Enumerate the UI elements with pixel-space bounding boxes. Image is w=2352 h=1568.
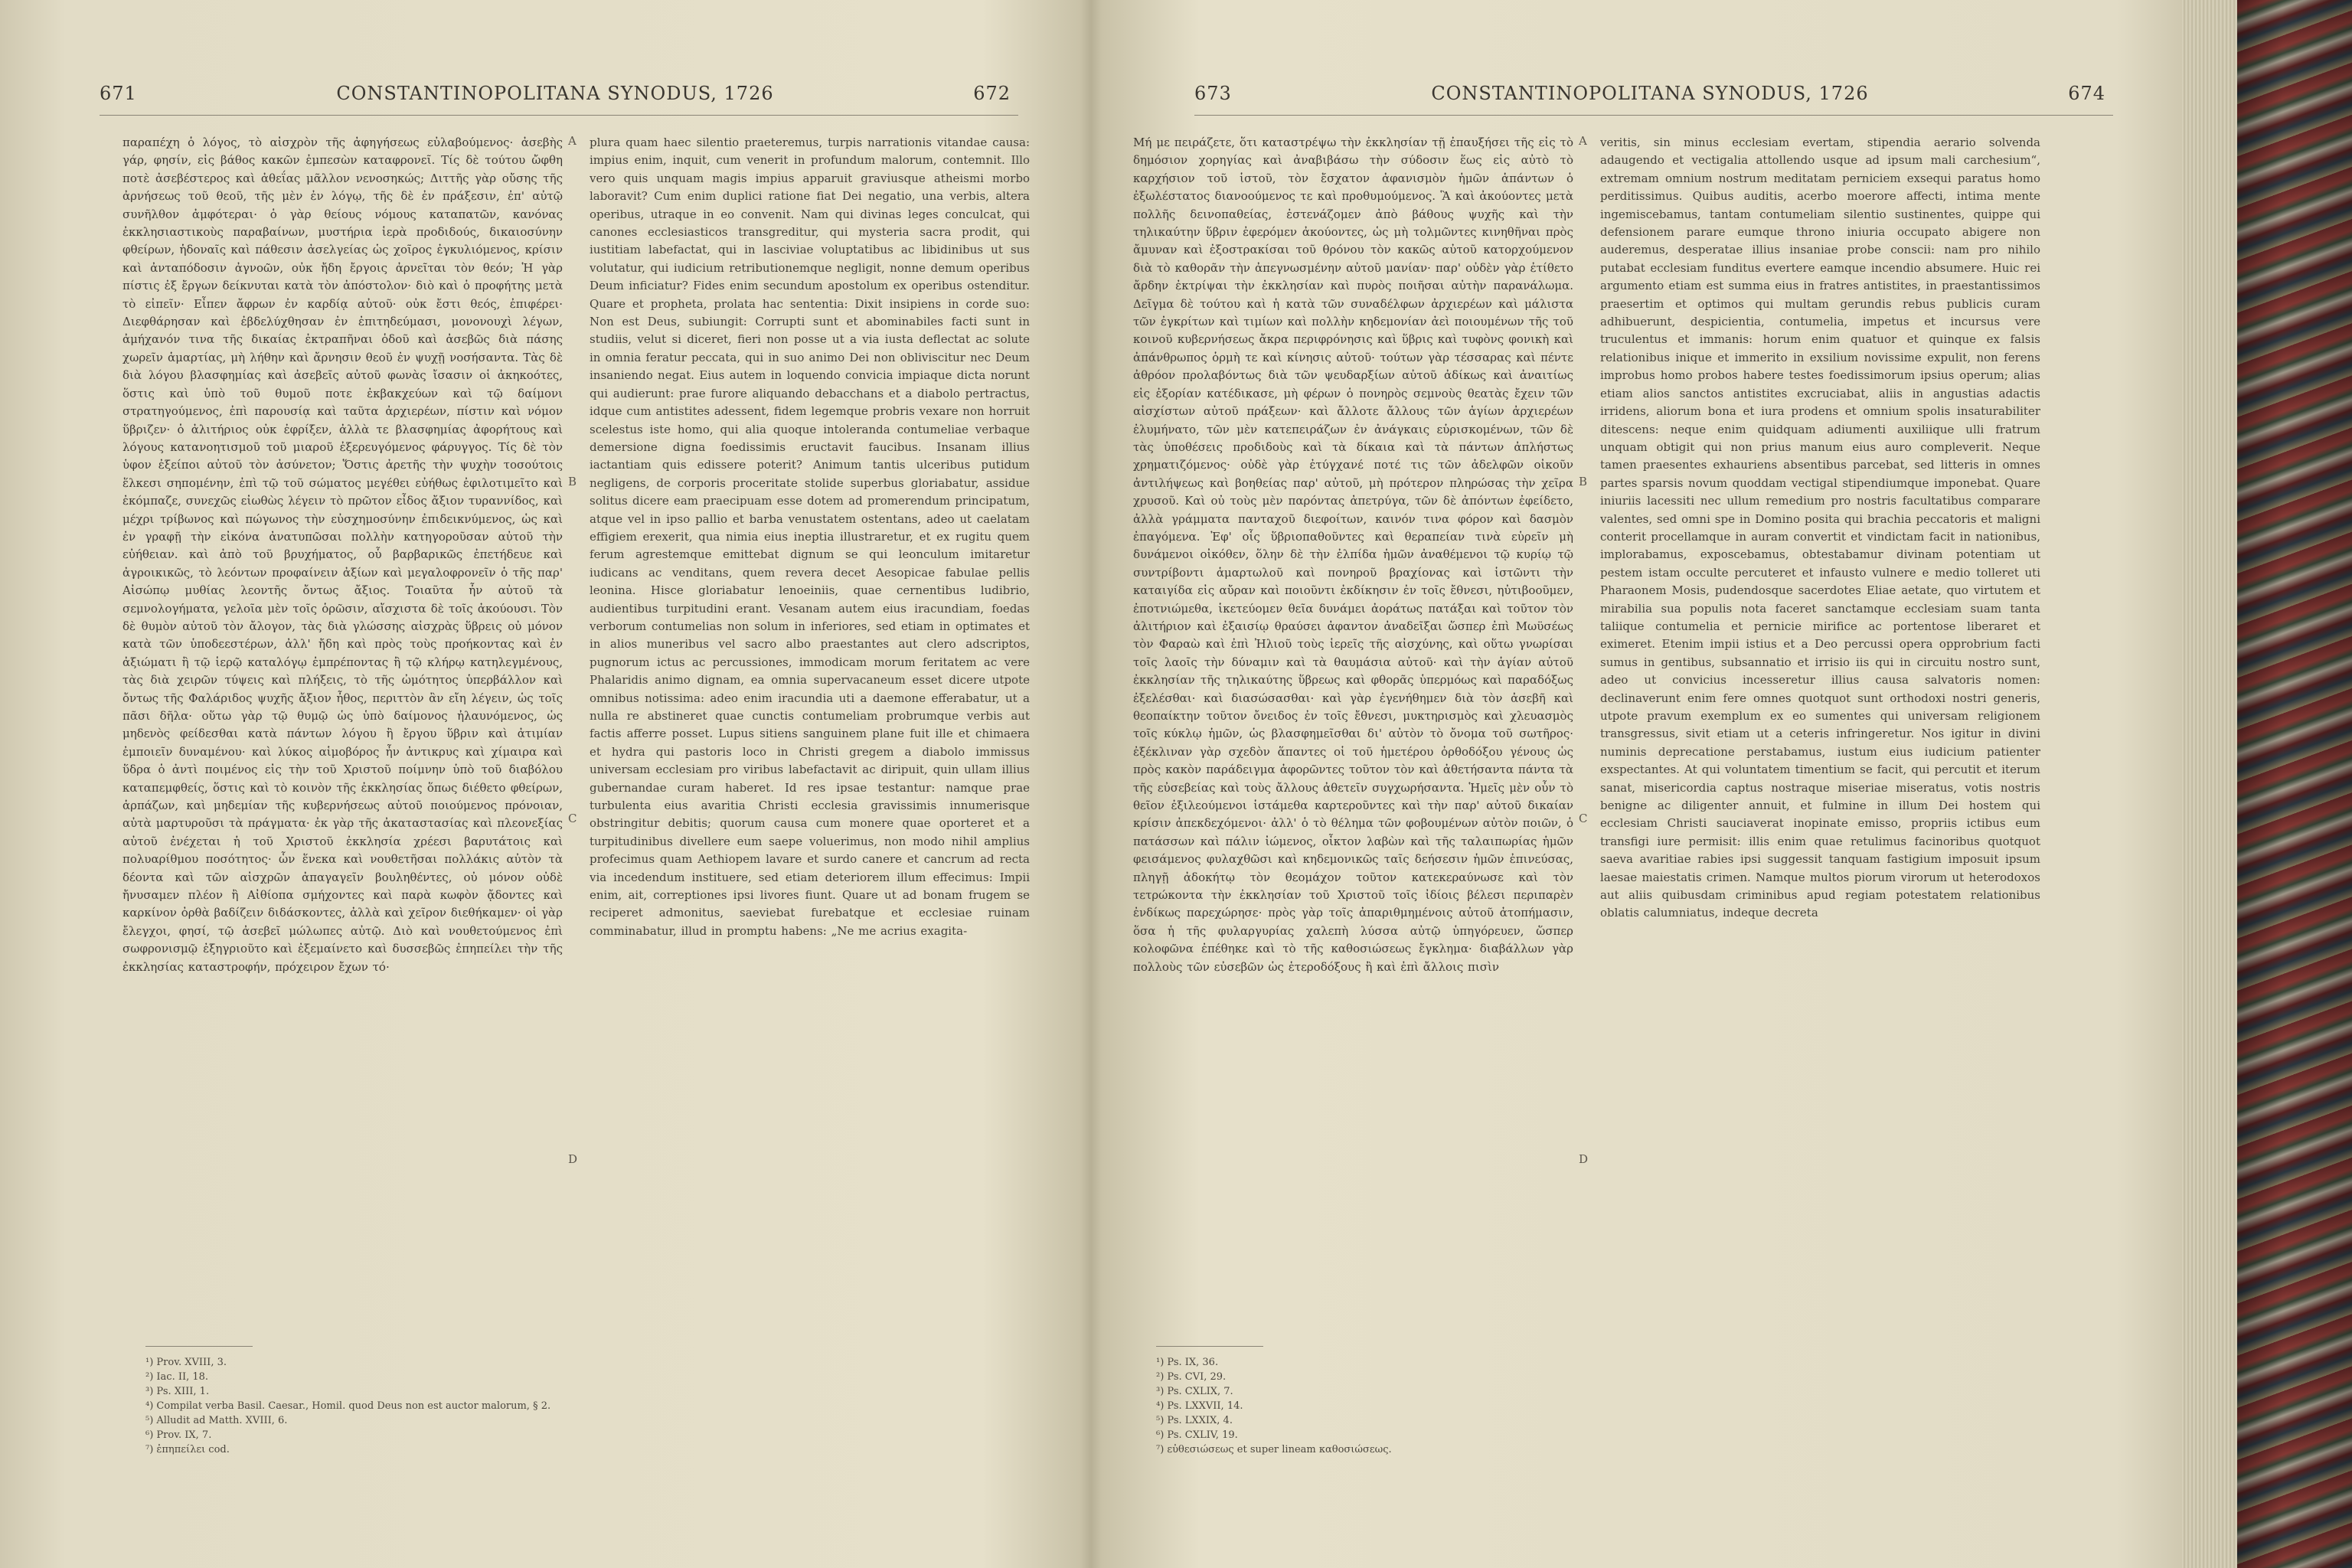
footnote: ¹) Prov. XVIII, 3. (145, 1357, 227, 1368)
greek-text: Μή με πειράζετε, ὅτι καταστρέψω τὴν ἐκκλησίαν τῇ ἐπαυξήσει τῆς εἰς τὸ δημόσιον χορηγίας καὶ ἀναβιβάσω τὴν σύδοσιν ἕως εἰς αὐτὸ τὸ καρχήσιον τοῦ ἱστοῦ, τὸν ἔσχατον ἀφανισμὸν ἡμῶν ἁπάντων ὁ ἐξωλέστατος διανοούμενος τε καὶ προθυμούμενος. Ἃ καὶ ἀκούοντες μετὰ πολλῆς δεινοπαθείας, ἐστενάζομεν ἀπὸ βάθους ψυχῆς καὶ τὴν τηλικαύτην ὕβριν ἐφερόμεν ἀκούοντες, ὡς μὴ τολμῶντες κινηθῆναι πρὸς ἄμυναν καὶ ἐξοστρακίσαι τοῦ θρόνου τὸν κακῶς αὐτοῦ κατορχούμενον διὰ τὸ καθορᾶν τὴν ἀπεγνωσμένην αὐτοῦ μανίαν· παρ' οὐδὲν γὰρ ἐτίθετο ἄρδην ἐκτρίψαι τὴν ἐκκλησίαν καὶ πυρὸς ποιῆσαι αὐτὴν παρανάλωμα. Δεῖγμα δὲ τούτου καὶ ἡ κατὰ τῶν συναδέλφων ἀρχιερέων καὶ μάλιστα τῶν ἐγκρίτων καὶ τιμίων καὶ πολλὴν κηδεμονίαν ἀεὶ ποιουμένων τῆς τοῦ κοινοῦ κυβερνήσεως ἄκρα περιφρόνησις καὶ ὕβρις καὶ τυφὸνς φονικὴ καὶ ἀπάνθρωπος ὁρμὴ τε καὶ κίνησις αὐτοῦ· τούτων γὰρ τέσσαρας καὶ πέντε ἀθρόον προλαβόντως διὰ τῶν ψευδαρξίων αὐτοῦ ἀδίκως καὶ ἀναιτίως εἰς ἐξορίαν κατέδικασε, μὴ φέρων ὁ πονηρὸς σεμνοὺς θεατὰς ἔχειν τῶν αἰσχίστων αὐτοῦ πράξεων· καὶ ἄλλοτε ἄλλους τῶν ἁγίων ἀρχιερέων ἐλυμήνατο, τῶν μὲν κατεπειράζων ἐν ἀνάγκαις εὑρισκομένων, τῶν δὲ τὰς ὑποθέσεις προδιδοὺς καὶ τὰ δίκαια καὶ τὰ πάντων ἀπλήστως χρηματιζόμενος· οὐδὲ γὰρ ἐτύγχανέ ποτέ τις τῶν ἀδελφῶν οἰκοῦν ἀντιλήψεως καὶ βοηθείας παρ' αὐτοῦ, μὴ πρότερον πληρώσας τὴν χεῖρα χρυσοῦ. Καὶ οὐ τοὺς μὲν παρόντας ἀπετρύγα, τῶν δὲ ἀπόντων ἐφείδετο, ἀλλὰ γράμματα πανταχοῦ διεφοίτων, καινόν τινα φόρον καὶ δασμὸν ἐπαγόμενα. Ἐφ' οἷς ὕβριοπαθοῦντες καὶ θεραπείαν τινὰ εὑρεῖν μὴ δυνάμενοι οἰκόθεν, ὅλην δὲ τὴν ἐλπίδα ἡμῶν ἀναθέμενοι τῷ κυρίῳ τῷ συντρίβοντι ἁμαρτωλοῦ καὶ πονηροῦ βραχίονας καὶ ἱστῶντι τὴν καταιγίδα εἰς αὔραν καὶ ποιοῦντι ἐκδίκησιν ἐν τοῖς ἔθνεσι, ηὐτιβοοῦμεν, ἐποτνιώμεθα, ἱκετεύομεν θεῖα δυνάμει ἀοράτως πατάξαι καὶ τοῦτον τὸν ἀλιτήριον καὶ ἐξαισίῳ θραύσει ἀφαντον ἀναδεῖξαι ὥσπερ ἐπὶ Μωϋσέως τὸν Φαραὼ καὶ ἐπὶ Ἠλιοῦ τοὺς ἱερεῖς τῆς αἰσχύνης, καὶ οὕτω γνωρίσαι τοῖς λαοῖς τὴν δύναμιν καὶ τὰ θαυμάσια αὐτοῦ· καὶ τὴν ἁγίαν αὐτοῦ ἐκκλησίαν τῆς τηλικαύτης ὕβρεως καὶ φθορᾶς ὑπερμόως καὶ παραδόξως ἐξελέσθαι· καὶ διασώσασθαι· καὶ γὰρ ἐγενήθημεν διὰ τὸν ἀσεβῆ καὶ θεοπαίκτην τοῦτον ὄνειδος ἐν τοῖς ἔθνεσι, μυκτηρισμὸς καὶ χλευασμὸς τοῖς κύκλῳ ἡμῶν, ὡς βλασφημεῖσθαι δι' αὐτὸν τὸ ὄνομα τοῦ σωτῆρος· ἐξέκλιναν γὰρ σχεδὸν ἅπαντες οἱ τοῦ ἡμετέρου ὀρθοδόξου γένους ὡς πρὸς κακὸν παράδειγμα ἀφορῶντες τοῦτον τὸν καὶ ἀθετήσαντα πάντα τὰ τῆς εὐσεβείας καὶ τοὺς ἄλλους ἀθετεῖν συγχωρήσαντα. Ἡμεῖς μὲν οὖν τὸ θεῖον ἐξιλεούμενοι ἱστάμεθα καρτεροῦντες καὶ τὴν παρ' αὐτοῦ δικαίαν κρίσιν ἀπεκδεχόμενοι· ἀλλ' ὁ τὸ θέλημα τῶν φοβουμένων αὐτὸν ποιῶν, ὁ πατάσσων καὶ πάλιν ἰώμενος, οἶκτον λαβὼν καὶ τῆς ταλαιπωρίας ἡμῶν φεισάμενος φυλαχθῶσι καὶ κηδεμονικῶς ταῖς δεήσεσιν ἡμῶν ἐπινεύσας, πληγῇ ἀδοκήτῳ τὸν θεομάχον τοῦτον κατεκεραύνωσε καὶ τὸν τετρώκοντα τὴν ἐκκλησίαν τοῦ Χριστοῦ τοῖς ἰδίοις βέλεσι περιπαρὲν ἐνδίκως παρεχώρησε· πρὸς γὰρ τοῖς ἀπαριθμημένοις αὐτοῦ ἀτοπήμασιν, ὅσα ἡ τῆς φυλαργυρίας χαλεπὴ λύσσα αὐτῷ ὑπηγόρευεν, ὥσπερ κολοφῶνα ἐπέθηκε καὶ τὸ τῆς καθοσιώσεως ἔγκλημα· διαβάλλων γὰρ πολλοὺς τῶν εὐσεβῶν ὡς ἑτεροδόξους ἢ καὶ ἐπὶ ἄλλοις πισὶν (1133, 136, 1573, 974)
right-page (1095, 0, 2182, 1568)
greek-text: παραπέχη ὁ λόγος, τὸ αἰσχρὸν τῆς ἀφηγήσεως εὐλαβούμενος· ἀσεβὴς γάρ, φησίν, εἰς βάθος κακῶν ἐμπεσὼν καταφρονεῖ. Τίς δὲ τούτου ὤφθη ποτὲ ἀσεβέστερος καὶ ἀθεΐας μᾶλλον νενοσηκώς; Διττῆς γὰρ οὔσης τῆς ἀρνήσεως τοῦ θεοῦ, τῆς μὲν ἐν λόγῳ, τῆς δὲ ἐν πράξεσιν, ἐπ' αὐτῷ συνῆλθον ἀμφότεραι· ὁ γὰρ θείους νόμους καταπατῶν, κανόνας ἐκκλησιαστικοὺς παραβαίνων, μυστήρια ἱερὰ προδιδούς, δικαιοσύνην φθείρων, ἡδοναῖς καὶ πάθεσιν ἀσελγείας ὡς χοῖρος ἐγκυλιόμενος, κρίσιν καὶ ἀνταπόδοσιν ἀγνοῶν, οὐκ ἤδη ἔργοις ἀρνεῖται τὸν θεόν; Ἡ γὰρ πίστις ἐξ ἔργων δείκνυται κατὰ τὸν ἀπόστολον· διὸ καὶ ὁ προφήτης μετὰ τὸ εἰπεῖν· Εἶπεν ἄφρων ἐν καρδίᾳ αὐτοῦ· οὐκ ἔστι θεός, ἐπιφέρει· Διεφθάρησαν καὶ ἐβδελύχθησαν ἐν ἐπιτηδεύμασι, μονονουχὶ λέγων, ἀμήχανόν τινα τῆς δικαίας ἐκτραπῆναι ὁδοῦ καὶ ἀσεβῶς διὰ πάσης χωρεῖν ἁμαρτίας, μὴ λήθην καὶ ἄρνησιν θεοῦ ἐν ψυχῇ νοσήσαντα. Τὰς δὲ διὰ λόγου βλασφημίας καὶ ἀσεβεῖς αὐτοῦ φωνὰς ἴσασιν οἱ ἀκηκοότες, ὅστις καὶ ὑπὸ τοῦ θυμοῦ ποτε ἐκβακχεύων καὶ τῷ δαίμονι στρατηγούμενος, ἐπὶ παρουσίᾳ καὶ ταῦτα ἀρχιερέων, πίστιν καὶ νόμον ὕβριζεν· ὁ ἀλιτήριος οὐκ ἐφρίξεν, ἀλλὰ τε βλασφημίας ἀφορήτους καὶ λόγους κατανοητισμοῦ τοῦ μιαροῦ ἐξερευγόμενος φάρυγγος. Τίς δὲ τὸν ὑφον ἐξείποι αὐτοῦ τὸν ἀσύνετον; Ὅστις ἀρετῆς τὴν ψυχὴν τοσούτοις ἕλκεσι σηπομένην, ἐπὶ τῷ τοῦ σώματος μεγέθει εὐήθως ἐφιλοτιμεῖτο καὶ ἐκόμπαζε, συνεχῶς εἰωθὼς λέγειν τὸ πρῶτον εἶδος ἄξιον τυραννίδος, καὶ μέχρι τρίβωνος καὶ πώγωνος τὴν εὐσχημοσύνην ἐπιδεικνύμενος, ὡς καὶ ἐν γραφῇ τὴν εἰκόνα ἀνατυπῶσαι πολλὴν κατηγοροῦσαν αὐτοῦ τὴν εὐήθειαν. καὶ ἀπὸ τοῦ βρυχήματος, οὗ βαρβαρικῶς ἐπετήδευε καὶ ἀγροικικῶς, τὸ λεόντων προφαίνειν ἀξίων καὶ μεγαλοφρονεῖν ὁ τῆς παρ' Αἰσώπῳ μυθίας λεοντῆς ὄντως ἄξιος. Τοιαῦτα ἦν αὐτοῦ τὰ σεμνολογήματα, γελοῖα μὲν τοῖς ὁρῶσιν, αἴσχιστα δὲ τοῖς ἀκούουσι. Τὸν δὲ θυμὸν αὐτοῦ τὸν ἄλογον, τὰς διὰ γλώσσης αἰσχρὰς ὕβρεις οὐ μόνον κατὰ τῶν ὑποδεεστέρων, ἀλλ' ἤδη καὶ πρὸς τοὺς προήκοντας καὶ ἐν ἀξιώματι ἢ τῷ ἱερῷ καταλόγῳ ἐμπρέποντας ἢ τῷ κλήρῳ κατηλεγμένους, τὰς διὰ χειρῶν τύψεις καὶ πλήξεις, τὸ τῆς ὠμότητος ὑπερβάλλον καὶ ὄντως τῆς Φαλάριδος ψυχῆς ἄξιον ἦθος, περιττὸν ἂν εἴη λέγειν, ὡς τοῖς πᾶσι δῆλα· οὕτω γὰρ τῷ θυμῷ ὡς ὑπὸ δαίμονος ἠλαυνόμενος, ὡς μηδενὸς φείδεσθαι κατὰ πάντων λόγου ἢ ἔργου ὕβριν καὶ ἀτιμίαν ἐμποιεῖν δυναμένου· καὶ λύκος αἱμοβόρος ἦν ἀντικρυς καὶ χίμαιρα καὶ ὕδρα ὁ ἀντὶ ποιμένος εἰς τὴν τοῦ Χριστοῦ ποίμνην ὑπὸ τοῦ διαβόλου καταπεμφθείς, ὅστις καὶ τὸ κοινὸν τῆς ἐκκλησίας ὅπως διέθετο φθείρων, ἁρπάζων, καὶ μηδεμίαν τῆς κυβερνήσεως αὐτοῦ ποιούμενος πρόνοιαν, αὐτὰ μαρτυροῦσι τὰ πράγματα· ἐκ γὰρ τῆς ἀκαταστασίας καὶ πλεονεξίας αὐτοῦ ἐνέχεται ἡ τοῦ Χριστοῦ ἐκκλησία χρέεσι βαρυτάτοις καὶ πολυαρίθμου ποσότητος· ὧν ἕνεκα καὶ νουθετῆσαι πολλάκις αὐτὸν τὰ δέοντα καὶ τῶν αἰσχρῶν ἀπαγαγεῖν βουληθέντες, οὐ μόνον οὐδὲ ἤνυσαμεν πλέον ἢ Αἰθίοπα σμήχοντες καὶ παρὰ κωφὸν ᾄδοντες καὶ καρκίνον ὀρθὰ βαδίζειν διδάσκοντες, ἀλλὰ καὶ χεῖρον διεθήκαμεν· οἱ γὰρ ἔλεγχοι, φησί, τῷ ἀσεβεῖ μώλωπες αὐτῷ. Διὸ καὶ νουθετούμενος ἐπὶ σωφρονισμῷ ἐξηγριοῦτο καὶ ἐξεμαίνετο καὶ δυσσεβῶς ἐπηπείλει τὴν τῆς ἐκκλησίας καταστροφήν, πρόχειρον ἔχων τό· (122, 136, 563, 974)
page-number-674: 674 (2068, 83, 2105, 104)
footnote: ⁷) εὐθεσιώσεως et super lineam καθοσιώσεως. (1156, 1444, 1392, 1455)
greek-column (122, 134, 563, 1336)
footnote: ²) Ps. CVI, 29. (1156, 1371, 1227, 1383)
header-rule (100, 115, 1018, 116)
page-number-673: 673 (1194, 83, 1232, 104)
running-title: CONSTANTINOPOLITANA SYNODUS, 1726 (1431, 83, 1869, 104)
page-number-672: 672 (973, 83, 1011, 104)
section-marker-d: D (1579, 1152, 1589, 1166)
section-marker-b: B (568, 475, 577, 488)
latin-column (1600, 134, 2040, 1336)
left-page (0, 0, 1087, 1568)
section-marker-b: B (1579, 475, 1588, 488)
running-header (1171, 83, 2128, 106)
latin-text: plura quam haec silentio praeteremus, turpis narrationis vitandae causa: impius enim, inquit, cum venerit in profundum malorum, contemnit. Illo vero quis unquam magis impius apparuit graviusque atheismi morbo laboravit? Cum enim duplici ratione fiat Dei negatio, una verbis, altera operibus, utraque in eo convenit. Nam qui divinas leges conculcat, qui canones ecclesiasticos transgreditur, qui mysteria sacra prodit, qui iustitiam labefactat, qui in lasciviae voluptatibus ac libidinibus ut sus volutatur, qui iudicium retributionemque negligit, nonne demum operibus Deum inficiatur? Fides enim secundum apostolum ex operibus ostenditur. Quare et propheta, prolata hac sententia: Dixit insipiens in corde suo: Non est Deus, subiungit: Corrupti sunt et abominabiles facti sunt in studiis, velut si diceret, fieri non posse ut a via iusta deflectat ac solute in omnia feratur peccata, qui in suo animo Dei non obliviscitur nec Deum insaniendo negat. Eius autem in loquendo convicia impiaque dicta norunt qui audierunt: prae furore aliquando debacchans et a diabolo pertractus, idque cum antistites adessent, fidem legemque probris vexare non horruit scelestus iste homo, qui alia quoque intoleranda contumeliae verbaque demersione digna foedissimis eructavit faucibus. Insanam illius iactantiam quis edissere poterit? Animum tantis ulceribus putidum negligens, de corporis proceritate stolide superbus gloriabatur, assidue solitus dicere eam praecipuam esse dotem ad promerendum principatum, atque vel in ipso pallio et barba venustatem ostentans, adeo ut caelatam effigiem erexerit, qua nimia eius ineptia illustraretur, et ex rugitu quem ferum agrestemque emittebat dignum se qui leonculum imitaretur iudicans ac venditans, quem revera decet Aesopicae fabulae pellis leonina. Hisce gloriabatur lenoeiniis, quae cernentibus ludibrio, audientibus turpitudini erant. Vesanam autem eius iracundiam, foedas verborum contumelias non solum in inferiores, sed etiam in optimates et in alios muneribus vel sacro albo praestantes aut clero adscriptos, pugnorum ictus ac percussiones, immodicam morum feritatem ac vere Phalaridis animo dignam, ea omnia supervacaneum esset dicere utpote omnibus notissima: adeo enim iracundia uti a daemone efferabatur, ut a nulla re abstineret quae cunctis contumeliam probrumque verbis aut factis afferre posset. Lupus sitiens sanguinem plane fuit ille et chimaera et hydra qui pastoris loco in Christi gregem a diabolo immissus universam ecclesiam pro viribus labefactavit ac diripuit, quin ullam illius gubernandae curam haberet. Id res ipsae testantur: namque prae turbulenta eius avaritia Christi ecclesia gravissimis innumerisque obstringitur debitis; quorum causa cum monere quae oporteret et a turpitudinibus divellere eum saepe voluerimus, non modo nihil amplius profecimus quam Aethiopem lavare et surdo canere et cancrum ad recta via incedendum instituere, sed etiam deteriorem illum effecimus: Impii enim, ait, correptiones ipsi livores fiunt. Quare ut ad bonam frugem se reciperet admonitus, saeviebat furebatque et ecclesiae ruinam comminabatur, illud in promptu habens: „Ne me acrius exagita- (590, 136, 1030, 938)
section-marker-a: A (1579, 134, 1587, 148)
footnote: ⁷) ἐπηπείλει cod. (145, 1444, 230, 1455)
footnote: ⁵) Ps. LXXIX, 4. (1156, 1415, 1233, 1426)
footnote: ¹) Ps. IX, 36. (1156, 1357, 1219, 1368)
marbled-cover (2237, 0, 2352, 1568)
footnote: ⁵) Alludit ad Matth. XVIII, 6. (145, 1415, 288, 1426)
greek-column (1133, 134, 1573, 1336)
footnote: ⁶) Ps. CXLIV, 19. (1156, 1429, 1238, 1441)
footnote: ⁶) Prov. IX, 7. (145, 1429, 212, 1441)
latin-text: veritis, sin minus ecclesiam evertam, stipendia aerario solvenda adaugendo et vectigalia attollendo usque ad ipsum mali carchesium“, extremam omnium nostrum meditatam perniciem exsequi paratus homo perditissimus. Quibus auditis, acerbo moerore affecti, intima mente ingemiscebamus, tantam contumeliam silentio sustinentes, quippe qui defensionem parare eumque throno iniuria occupato abigere non auderemus, desperatae illius insaniae probe conscii: nam pro nihilo putabat ecclesiam funditus evertere eamque incendio absumere. Huic rei argumento etiam est summa eius in fratres antistites, in praestantissimos praesertim et optimos qui multam gerundis rebus publicis curam adhibuerunt, despicientia, contumelia, impetus et incursus vere truculentus et immanis: horum enim quatuor et quinque ex falsis relationibus inique et immerito in exsilium novissime expulit, non ferens improbus homo probos habere testes foedissimorum ipsius operum; alias etiam alios sanctos antistites excruciabat, aliis in angustias adactis irridens, aliorum bona et iura prodens et omnium spolis insaturabiliter ditescens: neque enim quidquam adiumenti auxiliique ulli fratrum unquam obtigit qui non prius manum eius auro compleverit. Neque tamen praesentes exhauriens absentibus parcebat, sed litteris in omnes partes sparsis novum quoddam vectigal stipendiumque imponebat. Quare iniuriis lacessiti nec ullum remedium pro nostris facultatibus comparare valentes, sed omni spe in Domino posita qui brachia peccatoris et maligni conterit procellamque in auram convertit et vindictam facit in nationibus, implorabamus, exposcebamus, obtestabamur divinam potentiam ut pestem istam occulte percuteret et infausto vulnere e medio tolleret uti Pharaonem Mosis, pudendosque sacerdotes Eliae aetate, quo virtutem et mirabilia sua populis nota faceret sanctamque ecclesiam suam tanta taliique contumelia et pernicie mirifice ac portentose liberaret et eximeret. Etenim impii istius et a Deo percussi opera opprobrium facti sumus in gentibus, subsannatio et irrisio iis qui in circuitu nostro sunt, adeo ut convicius incesseretur illius causa salvatoris nomen: declinaverunt enim fere omnes quotquot sunt orthodoxi nostri generis, utpote pravum exemplum ex eo sumentes qui universam religionem transgressus, sivit etiam ut a ceteris infringeretur. Nos igitur in divini numinis deprecatione perstabamus, iustum eius iudicium patienter exspectantes. At qui voluntatem timentium se facit, qui percutit et iterum sanat, misericordia captus nostraque miseriae miseratus, votis nostris benigne ac diligenter annuit, et fulmine in illum Dei hostem qui ecclesiam Christi sauciaverat inopinate emisso, propriis ictibus eum transfigi iure permisit: illis enim quae retulimus facinoribus quotquot saeva avaritiae rabies ipsi suggessit tanquam fastigium imposuit ipsum laesae maiestatis crimen. Namque multos piorum virorum ut heterodoxos aut aliis quibusdam criminibus apud regiam potestatem relationibus oblatis calumniatus, indeque decreta (1600, 136, 2040, 920)
running-header (77, 83, 1034, 106)
footnote-rule (1156, 1346, 1263, 1347)
footnote: ⁴) Ps. LXXVII, 14. (1156, 1400, 1243, 1412)
header-rule (1194, 115, 2113, 116)
latin-column (590, 134, 1030, 1336)
footnote: ³) Ps. CXLIX, 7. (1156, 1386, 1233, 1397)
footnote: ²) Iac. II, 18. (145, 1371, 209, 1383)
footnote: ⁴) Compilat verba Basil. Caesar., Homil. quod Deus non est auctor malorum, § 2. (145, 1400, 551, 1412)
running-title: CONSTANTINOPOLITANA SYNODUS, 1726 (336, 83, 774, 104)
section-marker-d: D (568, 1152, 578, 1166)
section-marker-c: C (1579, 812, 1588, 825)
page-edges (2182, 0, 2237, 1568)
footnote-rule (145, 1346, 253, 1347)
footnotes (1156, 1355, 1585, 1457)
section-marker-c: C (568, 812, 577, 825)
page-number-671: 671 (100, 83, 137, 104)
section-marker-a: A (568, 134, 577, 148)
footnotes (145, 1355, 574, 1457)
footnote: ³) Ps. XIII, 1. (145, 1386, 210, 1397)
